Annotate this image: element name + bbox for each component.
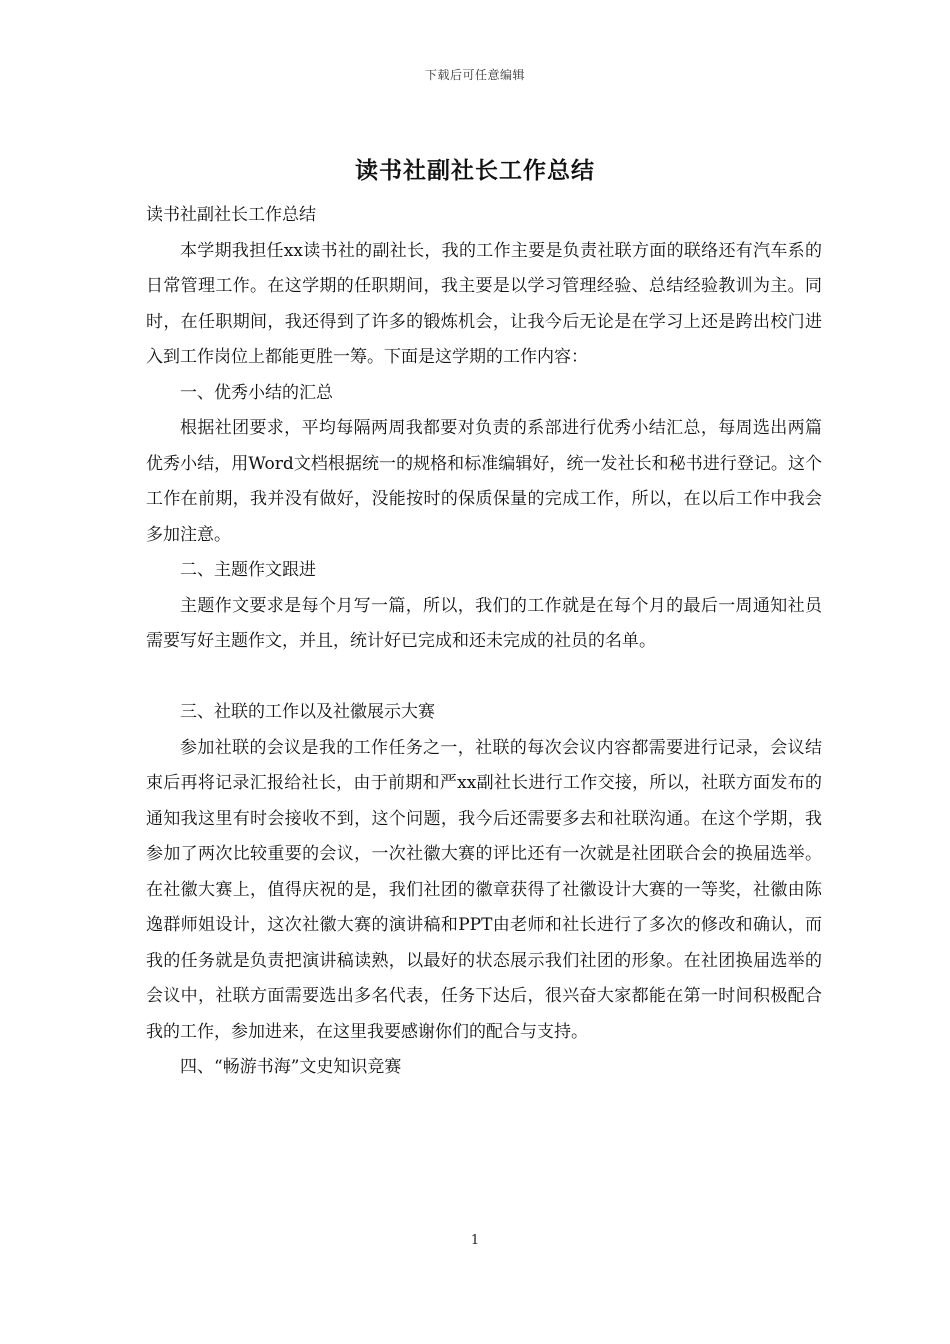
section-heading-4: 四、“畅游书海”文史知识竞赛 bbox=[180, 1057, 402, 1077]
section-heading-3: 三、社联的工作以及社徽展示大赛 bbox=[180, 702, 435, 722]
document-body bbox=[146, 198, 822, 1086]
intro-paragraph: 本学期我担任xx读书社的副社长，我的工作主要是负责社联方面的联络还有汽车系的日常管理工作。在这学期的任职期间，我主要是以学习管理经验、总结经验教训为主。同时，在任职期间，我还得到了许多的锻炼机会，让我今后无论是在学习上还是跨出校门进入到工作岗位上都能更胜一筹。下面是这学期的工作内容： bbox=[146, 240, 822, 367]
page-number: 1 bbox=[470, 1233, 480, 1248]
section-paragraph-3: 参加社联的会议是我的工作任务之一，社联的每次会议内容都需要进行记录，会议结束后再将记录汇报给社长，由于前期和严xx副社长进行工作交接，所以，社联方面发布的通知我这里有时会接收不到，这个问题，我今后还需要多去和社联沟通。在这个学期，我参加了两次比较重要的会议，一次社徽大赛的评比还有一次就是社团联合会的换届选举。在社徽大赛上，值得庆祝的是，我们社团的徽章获得了社徽设计大赛的一等奖，社徽由陈逸群师姐设计，这次社徽大赛的演讲稿和PPT由老师和社长进行了多次的修改和确认，而我的任务就是负责把演讲稿读熟，以最好的状态展示我们社团的形象。在社团换届选举的会议中，社联方面需要选出多名代表，任务下达后，很兴奋大家都能在第一时间积极配合我的工作，参加进来，在这里我要感谢你们的配合与支持。 bbox=[146, 737, 822, 1042]
section-paragraph-1: 根据社团要求，平均每隔两周我都要对负责的系部进行优秀小结汇总，每周选出两篇优秀小结，用Word文档根据统一的规格和标准编辑好，统一发社长和秘书进行登记。这个工作在前期，我并没有做好，没能按时的保质保量的完成工作，所以，在以后工作中我会多加注意。 bbox=[146, 418, 822, 545]
subtitle-line: 读书社副社长工作总结 bbox=[146, 205, 316, 225]
section-heading-2: 二、主题作文跟进 bbox=[180, 560, 316, 580]
header-note: 下载后可任意编辑 bbox=[424, 68, 525, 82]
section-heading-1: 一、优秀小结的汇总 bbox=[180, 382, 333, 403]
section-paragraph-2: 主题作文要求是每个月写一篇，所以，我们的工作就是在每个月的最后一周通知社员需要写好主题作文，并且，统计好已完成和还未完成的社员的名单。 bbox=[146, 595, 822, 651]
blank-line bbox=[146, 660, 822, 696]
document-title: 读书社副社长工作总结 bbox=[355, 157, 595, 184]
